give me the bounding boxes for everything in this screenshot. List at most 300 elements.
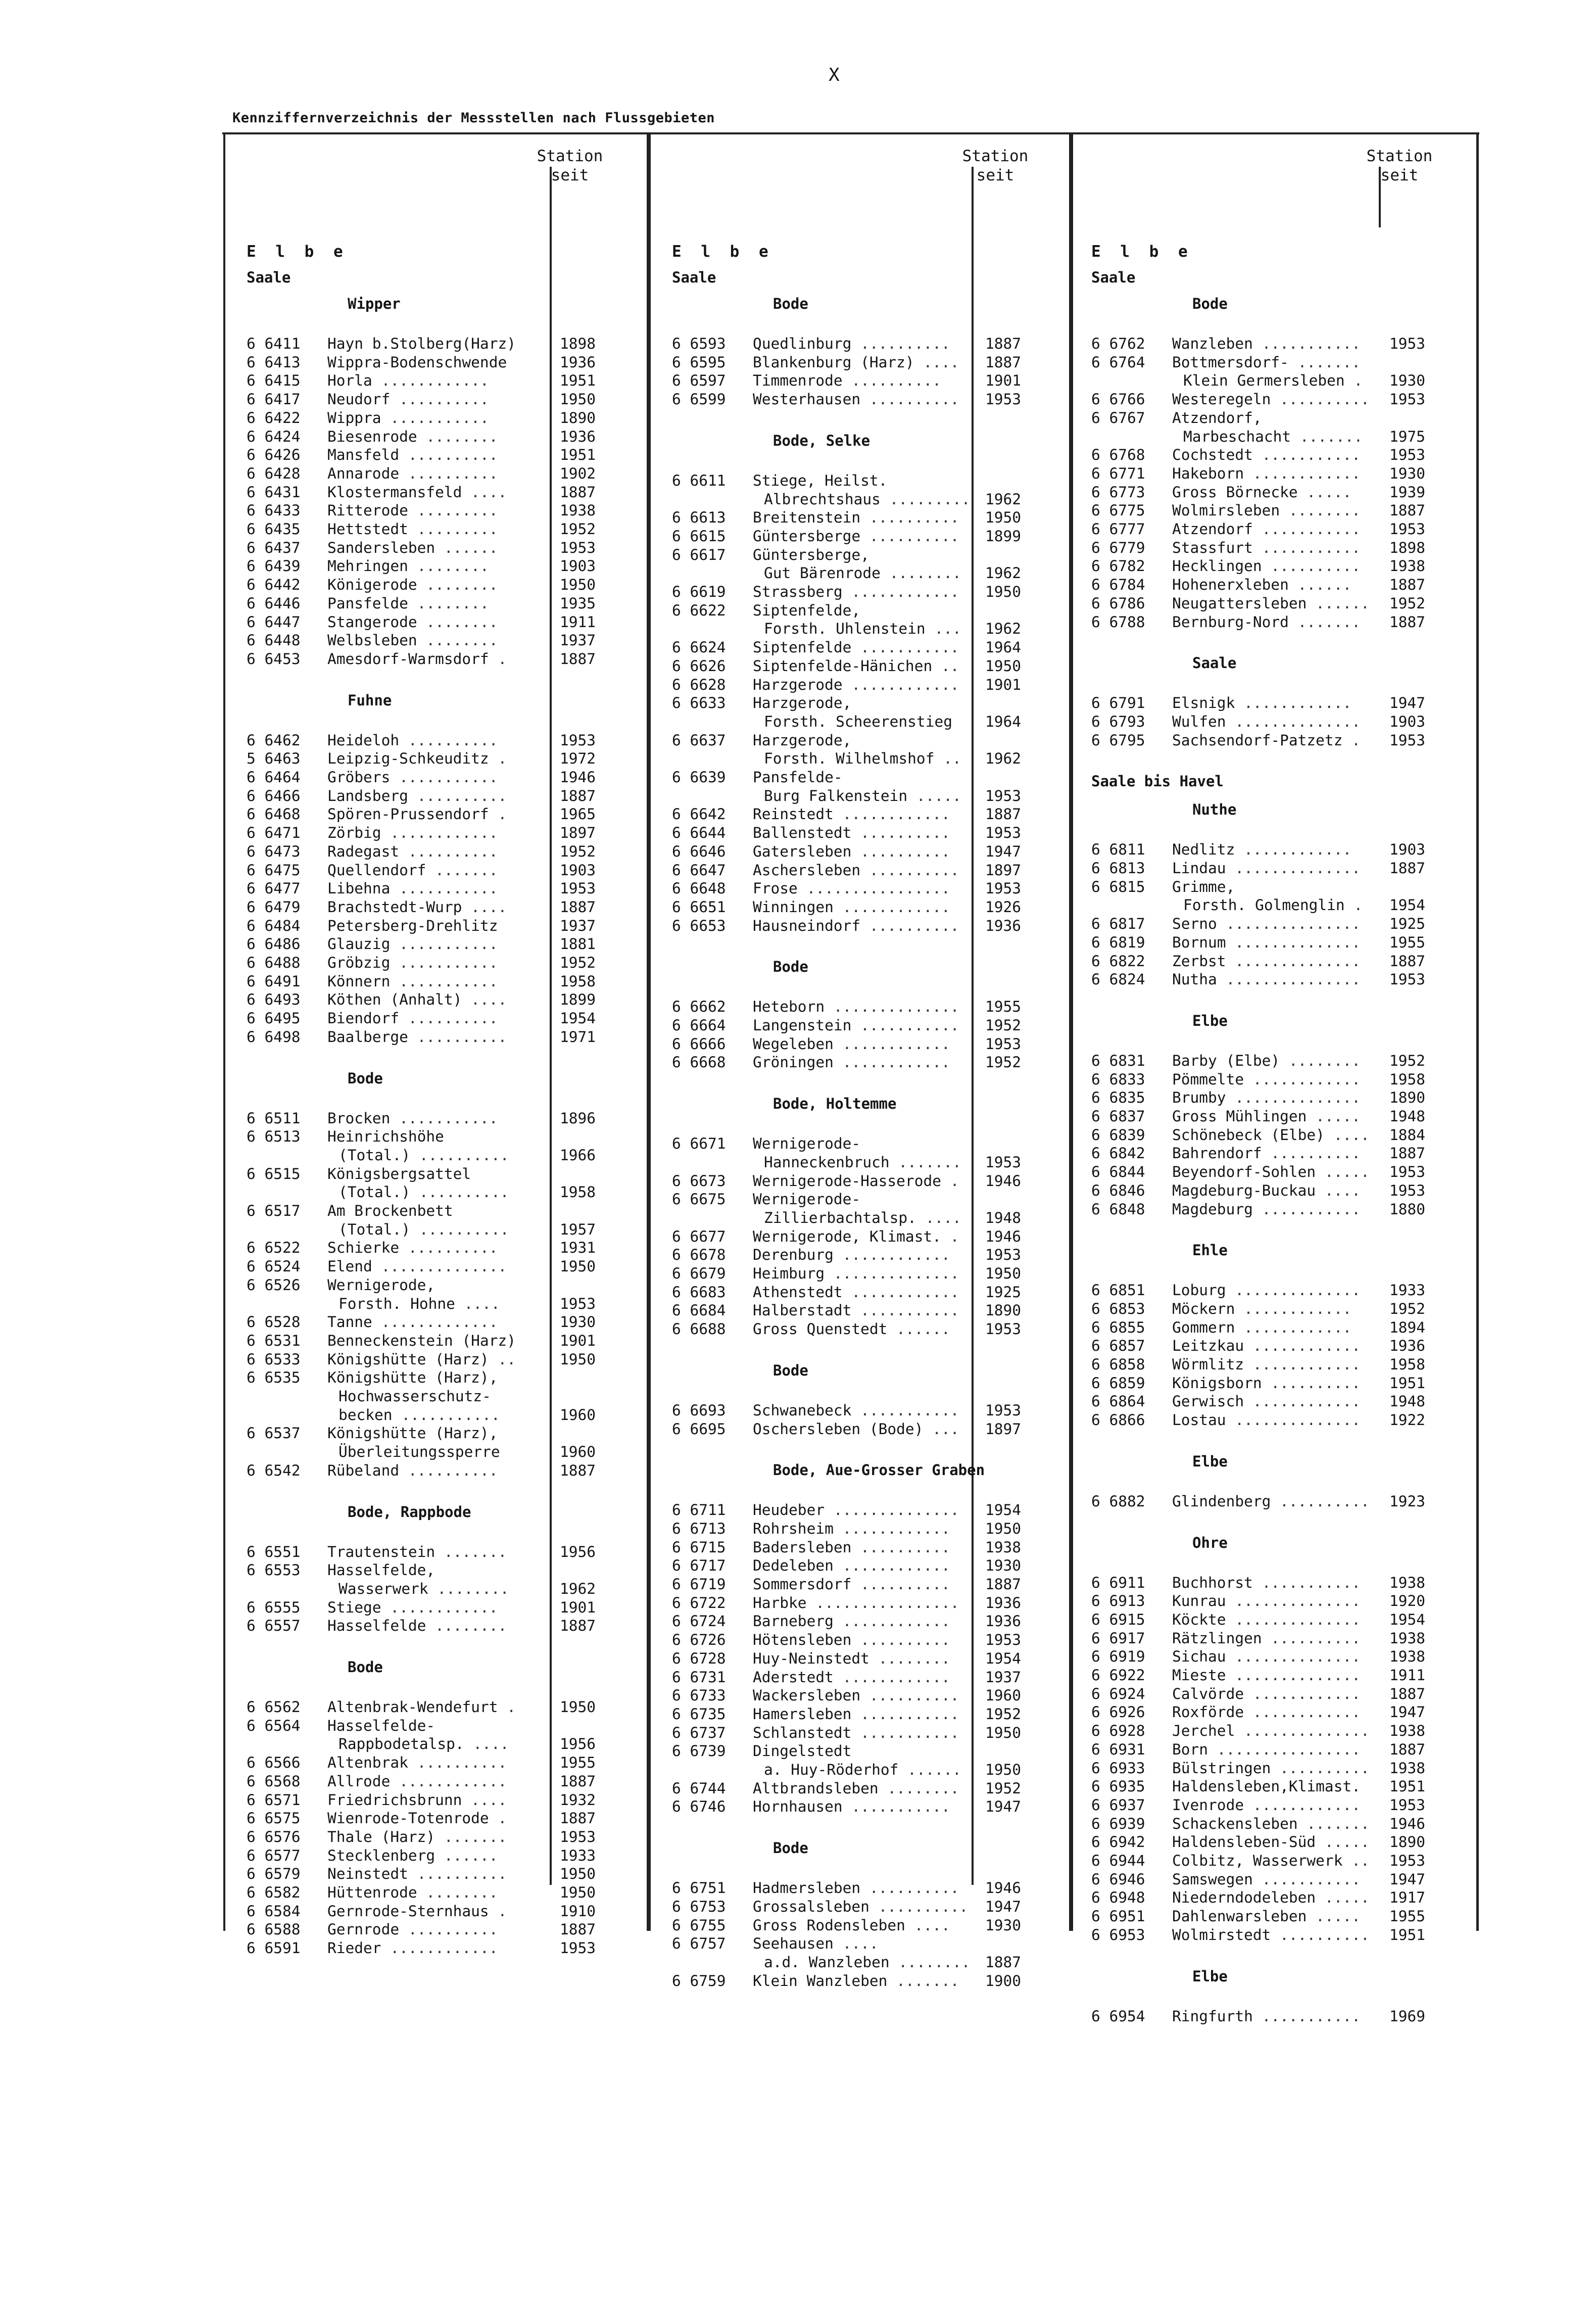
station-name <box>764 787 961 805</box>
leader-dots: ........... <box>381 409 489 426</box>
station-name-text: Schwanebeck <box>753 1401 852 1419</box>
station-name-text: Königshütte (Harz) <box>327 1350 489 1368</box>
station-name <box>1172 878 1235 896</box>
station-code: 6 6793 <box>1091 713 1145 730</box>
station-name <box>327 1257 507 1276</box>
leader-dots: ............ <box>1235 1318 1352 1336</box>
station-name-text: Bottmersdorf- <box>1172 353 1289 371</box>
leader-dots: .......... <box>869 1898 969 1915</box>
station-name-text: Grossalsleben <box>753 1898 869 1915</box>
station-year: 1965 <box>560 805 596 823</box>
station-year: 1969 <box>1389 2007 1426 2025</box>
station-name-text: Oschersleben (Bode) <box>753 1420 924 1438</box>
station-name <box>327 1543 507 1561</box>
station-code: 6 6582 <box>247 1884 301 1901</box>
leader-dots: ........... <box>390 972 498 990</box>
station-name <box>1172 1796 1361 1815</box>
station-code: 6 6515 <box>247 1165 301 1182</box>
leader-dots: .... <box>462 898 507 916</box>
station-code: 6 6944 <box>1091 1852 1145 1869</box>
station-name-text: Langenstein <box>753 1017 852 1034</box>
station-code: 6 6551 <box>247 1543 301 1560</box>
station-code: 6 6435 <box>247 520 301 538</box>
station-name <box>1172 1392 1361 1411</box>
station-header: Station seit <box>537 147 603 184</box>
station-name <box>1172 1666 1361 1685</box>
station-year: 1897 <box>985 861 1022 879</box>
station-name-text: Rätzlingen <box>1172 1629 1262 1647</box>
station-name-text: Brachstedt-Wurp <box>327 898 462 916</box>
station-year: 1953 <box>1389 1181 1426 1199</box>
station-name-text: Gross Mühlingen <box>1172 1108 1307 1125</box>
leader-dots: .......... <box>851 1538 950 1556</box>
leader-dots: ......... <box>408 502 498 519</box>
station-code: 6 6851 <box>1091 1282 1145 1299</box>
station-name-text: Westerhausen <box>753 391 861 408</box>
leader-dots: ........ <box>408 557 489 575</box>
station-name <box>327 1127 444 1146</box>
leader-dots: .... <box>914 353 959 371</box>
station-name-text: Seehausen <box>753 1935 834 1953</box>
leader-dots: .......... <box>410 1183 509 1201</box>
station-year: 1917 <box>1389 1889 1426 1907</box>
station-name <box>1172 2007 1361 2026</box>
station-code: 6 6511 <box>247 1109 301 1127</box>
station-year: 1950 <box>985 1520 1022 1537</box>
leader-dots: ........ <box>417 428 498 445</box>
leader-dots: . <box>489 805 507 823</box>
station-name-text: Forsth. Wilhelmshof <box>764 750 935 768</box>
station-name <box>753 1631 950 1649</box>
station-year: 1923 <box>1389 1492 1426 1510</box>
leader-dots: ............ <box>833 1520 950 1537</box>
station-name <box>327 1313 498 1332</box>
section-title: Bode <box>773 1361 808 1379</box>
leader-dots: ............ <box>833 898 950 916</box>
station-name-text: Rappbodetalsp. <box>338 1735 464 1753</box>
station-name-text: Hötensleben <box>753 1631 852 1649</box>
station-year: 1952 <box>985 1054 1022 1071</box>
leader-dots: .......... <box>860 391 959 408</box>
station-name <box>753 1172 959 1191</box>
station-name-text: Wörmlitz <box>1172 1356 1244 1373</box>
station-code: 6 6668 <box>672 1054 726 1071</box>
station-name-text: Dahlenwarsleben <box>1172 1908 1307 1925</box>
station-name <box>1172 1833 1370 1852</box>
leader-dots: .......... <box>399 842 498 860</box>
station-name <box>327 1828 507 1846</box>
station-name <box>753 527 959 546</box>
station-code: 6 6815 <box>1091 878 1145 895</box>
station-name-text: Lostau <box>1172 1411 1226 1429</box>
station-name <box>1172 539 1361 557</box>
station-year: 1951 <box>1389 1374 1426 1392</box>
station-code: 6 6411 <box>247 335 301 352</box>
leader-dots: .......... <box>1262 1374 1361 1392</box>
leader-dots: ........... <box>1252 1574 1361 1591</box>
station-name <box>753 335 950 353</box>
station-code: 6 6562 <box>247 1698 301 1716</box>
station-year: 1950 <box>560 1350 596 1368</box>
station-name <box>1172 933 1361 952</box>
leader-dots: ........... <box>390 1109 498 1127</box>
station-name <box>1172 859 1361 878</box>
page-title: Kennziffernverzeichnis der Messstellen nach Flussgebieten <box>232 110 715 126</box>
station-name <box>327 954 498 972</box>
station-name-text: Neugattersleben <box>1172 594 1307 612</box>
station-code: 6 6948 <box>1091 1889 1145 1907</box>
river-name: E l b e <box>672 243 773 261</box>
station-code: 6 6462 <box>247 731 301 749</box>
station-code: 6 6664 <box>672 1017 726 1034</box>
station-name <box>753 1649 950 1668</box>
station-name-text: Stiege, Heilst. <box>753 471 888 489</box>
station-name-text: Glauzig <box>327 935 391 953</box>
station-name-text: Libehna <box>327 880 391 897</box>
station-code: 6 6428 <box>247 464 301 482</box>
station-year: 1903 <box>1389 841 1426 859</box>
station-year: 1951 <box>560 446 596 464</box>
station-code: 6 6486 <box>247 935 301 953</box>
station-name-text: Stiege <box>327 1598 381 1616</box>
station-code: 6 6942 <box>1091 1833 1145 1851</box>
river-name: E l b e <box>247 243 348 261</box>
station-name <box>753 601 860 620</box>
station-year: 1887 <box>560 1461 596 1479</box>
station-name-text: Welbsleben <box>327 632 417 649</box>
station-name <box>1172 1337 1361 1355</box>
station-code: 6 6773 <box>1091 483 1145 501</box>
station-year: 1952 <box>985 1017 1022 1034</box>
leader-dots: ....... <box>435 1543 507 1560</box>
station-code: 6 6591 <box>247 1939 301 1957</box>
leader-dots: ............ <box>833 1613 950 1630</box>
station-code: 6 6555 <box>247 1598 301 1616</box>
station-name-text: Aschersleben <box>753 861 861 879</box>
station-code: 6 6695 <box>672 1420 726 1438</box>
section-title: Bode <box>773 958 808 976</box>
station-code: 6 6415 <box>247 372 301 390</box>
station-name <box>327 428 498 446</box>
station-code: 6 6535 <box>247 1369 301 1387</box>
station-name-text: Wackersleben <box>753 1687 861 1704</box>
station-name <box>327 1165 471 1183</box>
station-year: 1903 <box>560 557 596 575</box>
section-title: Bode, Holtemme <box>773 1095 897 1113</box>
station-code: 6 6624 <box>672 639 726 656</box>
station-code: 6 6735 <box>672 1705 726 1723</box>
section-title: Bode <box>773 295 808 312</box>
station-year: 1958 <box>1389 1356 1426 1373</box>
station-name-text: Ringfurth <box>1172 2007 1253 2025</box>
station-name <box>1172 1703 1361 1722</box>
station-year: 1950 <box>985 1761 1022 1778</box>
leader-dots: ............ <box>381 1598 498 1616</box>
station-code: 6 6831 <box>1091 1052 1145 1069</box>
station-name-text: Hettstedt <box>327 520 408 538</box>
leader-dots: ........... <box>842 1798 950 1816</box>
station-name <box>327 972 498 991</box>
leader-dots: ............ <box>833 1054 950 1071</box>
station-name-text: Blankenburg (Harz) <box>753 353 914 371</box>
station-code: 6 6737 <box>672 1724 726 1741</box>
station-name <box>1172 409 1262 428</box>
station-code: 6 6675 <box>672 1191 726 1208</box>
leader-dots: ........ <box>869 1649 950 1667</box>
station-code: 6 6513 <box>247 1128 301 1146</box>
station-code: 6 6857 <box>1091 1337 1145 1355</box>
station-name-text: Sandersleben <box>327 539 436 556</box>
leader-dots: ............ <box>381 824 498 842</box>
station-name <box>327 768 498 787</box>
station-name-text: Wegeleben <box>753 1035 834 1053</box>
leader-dots: .............. <box>1226 1610 1361 1628</box>
leader-dots: .............. <box>1226 952 1361 970</box>
station-name <box>1172 1070 1361 1089</box>
station-code: 6 6417 <box>247 391 301 408</box>
station-code: 6 6488 <box>247 954 301 971</box>
station-name-text: Haldensleben-Süd <box>1172 1833 1316 1851</box>
station-name-text: Hasselfelde <box>327 1617 426 1635</box>
leader-dots: .. <box>934 750 961 768</box>
station-name <box>753 1705 959 1724</box>
station-name <box>753 1556 950 1575</box>
station-name <box>327 805 507 824</box>
station-year: 1887 <box>1389 860 1426 877</box>
station-year: 1952 <box>1389 594 1426 612</box>
station-name-text: Westeregeln <box>1172 391 1271 408</box>
station-name <box>327 353 507 372</box>
station-code: 6 6571 <box>247 1791 301 1809</box>
station-year: 1953 <box>1389 1796 1426 1814</box>
station-name <box>1172 1374 1361 1393</box>
station-code: 5 6463 <box>247 750 301 768</box>
station-name <box>327 576 498 594</box>
station-name <box>1172 1740 1361 1759</box>
station-year: 1936 <box>985 1594 1022 1611</box>
leader-dots: ........ <box>417 632 498 649</box>
station-name-text: Kunrau <box>1172 1592 1226 1610</box>
leader-dots: .... <box>1324 1126 1370 1144</box>
station-code: 6 6673 <box>672 1172 726 1190</box>
station-year: 1952 <box>560 520 596 538</box>
station-code: 6 6468 <box>247 805 301 823</box>
leader-dots: . <box>489 750 507 768</box>
station-code: 6 6568 <box>247 1772 301 1790</box>
station-name <box>753 1972 959 1990</box>
station-name <box>1172 1647 1361 1666</box>
leader-dots: .............. <box>825 998 959 1016</box>
station-year: 1887 <box>560 898 596 916</box>
station-name <box>327 1276 435 1295</box>
leader-dots: ..... <box>1316 1833 1370 1851</box>
station-name <box>1172 576 1351 594</box>
station-code: 6 6937 <box>1091 1796 1145 1814</box>
station-year: 1960 <box>560 1443 596 1461</box>
station-code: 6 6833 <box>1091 1070 1145 1088</box>
station-code: 6 6477 <box>247 880 301 897</box>
station-code: 6 6819 <box>1091 933 1145 951</box>
station-year: 1951 <box>1389 1926 1426 1943</box>
leader-dots: ........... <box>851 1705 959 1723</box>
station-name <box>753 508 959 527</box>
leader-dots: ........... <box>390 935 498 953</box>
leader-dots: .......... <box>399 1010 498 1027</box>
station-name-text: Ritterode <box>327 502 408 519</box>
station-name-text: Klostermansfeld <box>327 483 462 501</box>
station-name-text: Stassfurt <box>1172 539 1253 556</box>
station-year: 1890 <box>1389 1089 1426 1107</box>
leader-dots: ..... <box>1316 1163 1370 1181</box>
station-name <box>753 1934 879 1953</box>
station-name <box>327 1368 498 1387</box>
station-name <box>764 620 961 638</box>
station-name-text: Burg Falkenstein <box>764 787 908 804</box>
station-year: 1966 <box>560 1146 596 1164</box>
station-name-text: Magdeburg <box>1172 1200 1253 1218</box>
station-name <box>1172 1052 1361 1070</box>
station-name-text: Siptenfelde-Hänichen <box>753 657 933 675</box>
station-code: 6 6928 <box>1091 1722 1145 1740</box>
station-code: 6 6528 <box>247 1313 301 1331</box>
station-name <box>338 1443 500 1461</box>
leader-dots: ... <box>925 620 961 638</box>
station-name-text: Güntersberge <box>753 527 861 545</box>
station-code: 6 6533 <box>247 1350 301 1368</box>
basin-name: Saale bis Havel <box>1091 773 1224 790</box>
station-code: 6 6739 <box>672 1742 726 1760</box>
station-name <box>1172 1685 1361 1703</box>
station-name-text: Harzgerode, <box>753 694 852 712</box>
station-name <box>327 1809 507 1828</box>
station-year: 1933 <box>1389 1282 1426 1299</box>
station-code: 6 6498 <box>247 1028 301 1046</box>
station-code: 6 6639 <box>672 769 726 786</box>
station-name-text: Gröbzig <box>327 954 391 971</box>
station-name <box>753 898 950 917</box>
station-name-text: Allrode <box>327 1772 391 1790</box>
station-name-text: Sachsendorf-Patzetz <box>1172 731 1343 749</box>
station-year: 1887 <box>985 335 1022 352</box>
leader-dots: ...... <box>1307 594 1370 612</box>
station-year: 1890 <box>1389 1833 1426 1851</box>
station-name-text: Klein Germersleben <box>1183 372 1345 390</box>
station-name-text: Born <box>1172 1740 1208 1758</box>
leader-dots: ............ <box>1244 1356 1361 1373</box>
station-year: 1887 <box>1389 576 1426 594</box>
station-year: 1887 <box>985 805 1022 823</box>
station-name <box>753 861 959 880</box>
station-name <box>338 1406 500 1425</box>
station-name-text: Brocken <box>327 1109 391 1127</box>
station-year: 1937 <box>560 917 596 934</box>
station-name <box>753 1320 950 1339</box>
station-name <box>764 1153 961 1172</box>
leader-dots: ............ <box>1244 1393 1361 1410</box>
station-code: 6 6677 <box>672 1227 726 1245</box>
page-number: X <box>829 65 840 85</box>
station-code: 6 6858 <box>1091 1356 1145 1373</box>
station-name <box>327 731 498 750</box>
station-name-text: Forsth. Golmenglin <box>1183 896 1345 914</box>
station-name-text: Atzendorf, <box>1172 409 1262 426</box>
station-name <box>1172 970 1361 989</box>
station-name-text: Baalberge <box>327 1028 408 1046</box>
station-name-text: Winningen <box>753 898 834 916</box>
station-name-text: Halberstadt <box>753 1302 852 1319</box>
station-name <box>327 1939 498 1958</box>
station-name-text: Zörbig <box>327 824 381 842</box>
station-name-text: Wernigerode, <box>327 1276 436 1294</box>
leader-dots: .......... <box>860 1687 959 1704</box>
station-name-text: Harzgerode, <box>753 731 852 749</box>
station-name <box>338 1220 509 1239</box>
station-name <box>1172 1163 1370 1181</box>
leader-dots: ....... <box>889 1153 961 1171</box>
station-code: 6 6531 <box>247 1332 301 1349</box>
leader-dots: ......... <box>408 520 498 538</box>
leader-dots: ...... <box>435 539 498 556</box>
station-year: 1938 <box>560 502 596 519</box>
section-title: Fuhne <box>348 691 392 709</box>
leader-dots: ............ <box>1244 464 1361 482</box>
station-code: 6 6813 <box>1091 860 1145 877</box>
leader-dots: ........... <box>1252 446 1361 464</box>
leader-dots: .......... <box>410 1220 509 1238</box>
station-year: 1887 <box>1389 1740 1426 1758</box>
station-name-text: Königsborn <box>1172 1374 1262 1392</box>
station-code: 6 6946 <box>1091 1870 1145 1888</box>
station-name <box>1172 1888 1370 1907</box>
station-name-text: Gross Quenstedt <box>753 1320 888 1338</box>
station-name-text: Klein Wanzleben <box>753 1972 888 1989</box>
leader-dots: .......... <box>399 446 498 464</box>
leader-dots: .......... <box>1271 391 1370 408</box>
station-name <box>753 1420 959 1439</box>
leader-dots: .............. <box>825 1265 959 1282</box>
station-name <box>764 1761 961 1779</box>
station-year: 1898 <box>1389 539 1426 556</box>
station-code: 6 6666 <box>672 1035 726 1053</box>
station-code: 6 6433 <box>247 502 301 519</box>
station-name <box>327 539 498 557</box>
leader-dots: . <box>489 1810 507 1827</box>
station-code: 6 6491 <box>247 972 301 990</box>
station-name-text: Hohenerxleben <box>1172 576 1289 594</box>
station-code: 6 6724 <box>672 1613 726 1630</box>
station-name-text: Gröningen <box>753 1054 834 1071</box>
station-name <box>327 1698 516 1717</box>
station-year: 1955 <box>985 998 1022 1016</box>
station-year: 1950 <box>560 1865 596 1883</box>
station-name <box>338 1735 509 1753</box>
leader-dots: ........ <box>1280 1052 1361 1069</box>
leader-dots: .......... <box>399 1921 498 1938</box>
station-name <box>753 1575 950 1594</box>
station-name <box>327 483 507 502</box>
station-code: 6 6628 <box>672 676 726 693</box>
leader-dots: .............. <box>1226 1592 1361 1610</box>
station-year: 1952 <box>985 1705 1022 1723</box>
leader-dots: ......... <box>880 490 971 508</box>
station-name-text: Wernigerode-Hasserode <box>753 1172 941 1190</box>
station-year: 1953 <box>985 1153 1022 1171</box>
station-code: 6 6557 <box>247 1617 301 1635</box>
station-name-text: Ivenrode <box>1172 1796 1244 1814</box>
station-code: 6 6753 <box>672 1898 726 1915</box>
station-year: 1887 <box>1389 613 1426 631</box>
station-name <box>338 1387 491 1406</box>
